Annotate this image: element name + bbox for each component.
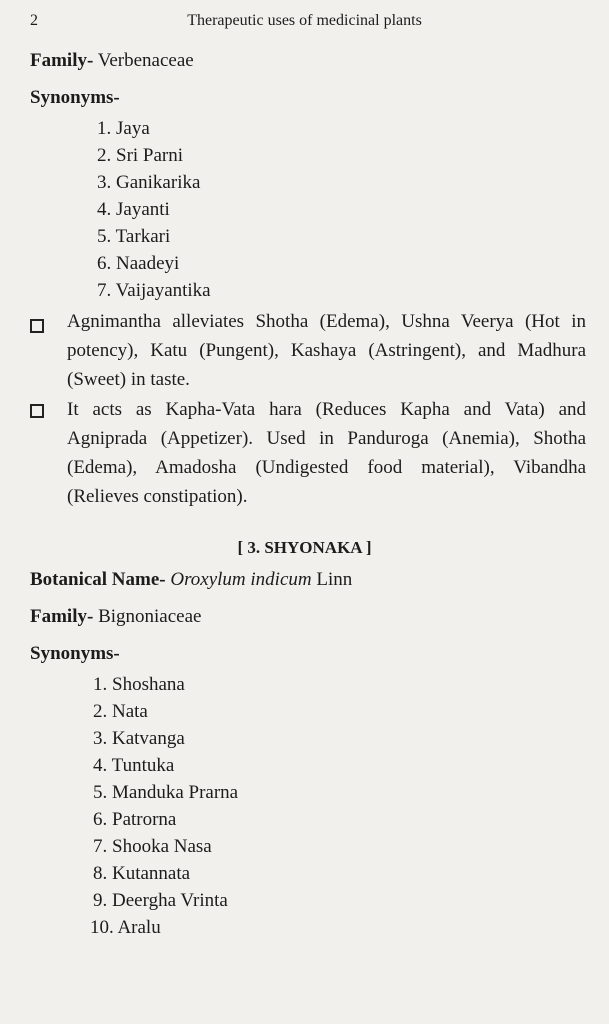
list-item: 1. Shoshana: [93, 674, 185, 695]
list-item: 2. Sri Parni: [97, 145, 184, 166]
running-title: Therapeutic uses of medicinal plants: [187, 12, 422, 29]
synonym-list: [90, 671, 239, 941]
list-item: 6. Naadeyi: [97, 253, 180, 274]
list-item: 4. Tuntuka: [93, 755, 175, 776]
synonym-list: [97, 115, 211, 304]
page-number: 2: [30, 12, 38, 29]
synonyms-label: Synonyms-: [30, 87, 120, 108]
botanical-author: Linn: [316, 569, 353, 590]
synonyms-label: Synonyms-: [30, 643, 120, 664]
botanical-name-line: [30, 569, 352, 591]
list-item: 6. Patrorna: [93, 809, 177, 830]
list-item: 2. Nata: [93, 701, 148, 722]
section-heading: [ 3. SHYONAKA ]: [237, 538, 372, 557]
botanical-name: Oroxylum indicum: [170, 569, 312, 590]
family-value: Verbenaceae: [97, 50, 194, 71]
botanical-label: Botanical Name-: [30, 569, 166, 590]
list-item: 10. Aralu: [90, 917, 161, 938]
family-value: Bignoniaceae: [98, 606, 202, 627]
list-item: 7. Shooka Nasa: [93, 836, 212, 857]
list-item: 9. Deergha Vrinta: [93, 890, 228, 911]
list-item: 4. Jayanti: [97, 199, 170, 220]
family-label: Family-: [30, 50, 94, 71]
list-item: 3. Katvanga: [93, 728, 185, 749]
checkbox-bullet-icon: [30, 404, 44, 418]
list-item: 5. Tarkari: [97, 226, 171, 247]
bullet-paragraph: It acts as Kapha-Vata hara (Reduces Kapha and Vata) and Agniprada (Appetizer). Used in Panduroga (Anemia), Shotha (Edema), Amadosha (Undigested food material), Vibandha (Relieves constipation).: [67, 399, 586, 507]
list-item: 8. Kutannata: [93, 863, 191, 884]
running-header: [30, 12, 579, 36]
bullet-paragraph: Agnimantha alleviates Shotha (Edema), Ushna Veerya (Hot in potency), Katu (Pungent), Kashaya (Astringent), and Madhura (Sweet) in taste.: [67, 311, 586, 390]
list-item: 5. Manduka Prarna: [93, 782, 239, 803]
list-item: 7. Vaijayantika: [97, 280, 211, 301]
family-line: [30, 50, 194, 72]
checkbox-bullet-icon: [30, 319, 44, 333]
list-item: 3. Ganikarika: [97, 172, 201, 193]
family-line: [30, 606, 201, 628]
family-label: Family-: [30, 606, 94, 627]
list-item: 1. Jaya: [97, 118, 150, 139]
